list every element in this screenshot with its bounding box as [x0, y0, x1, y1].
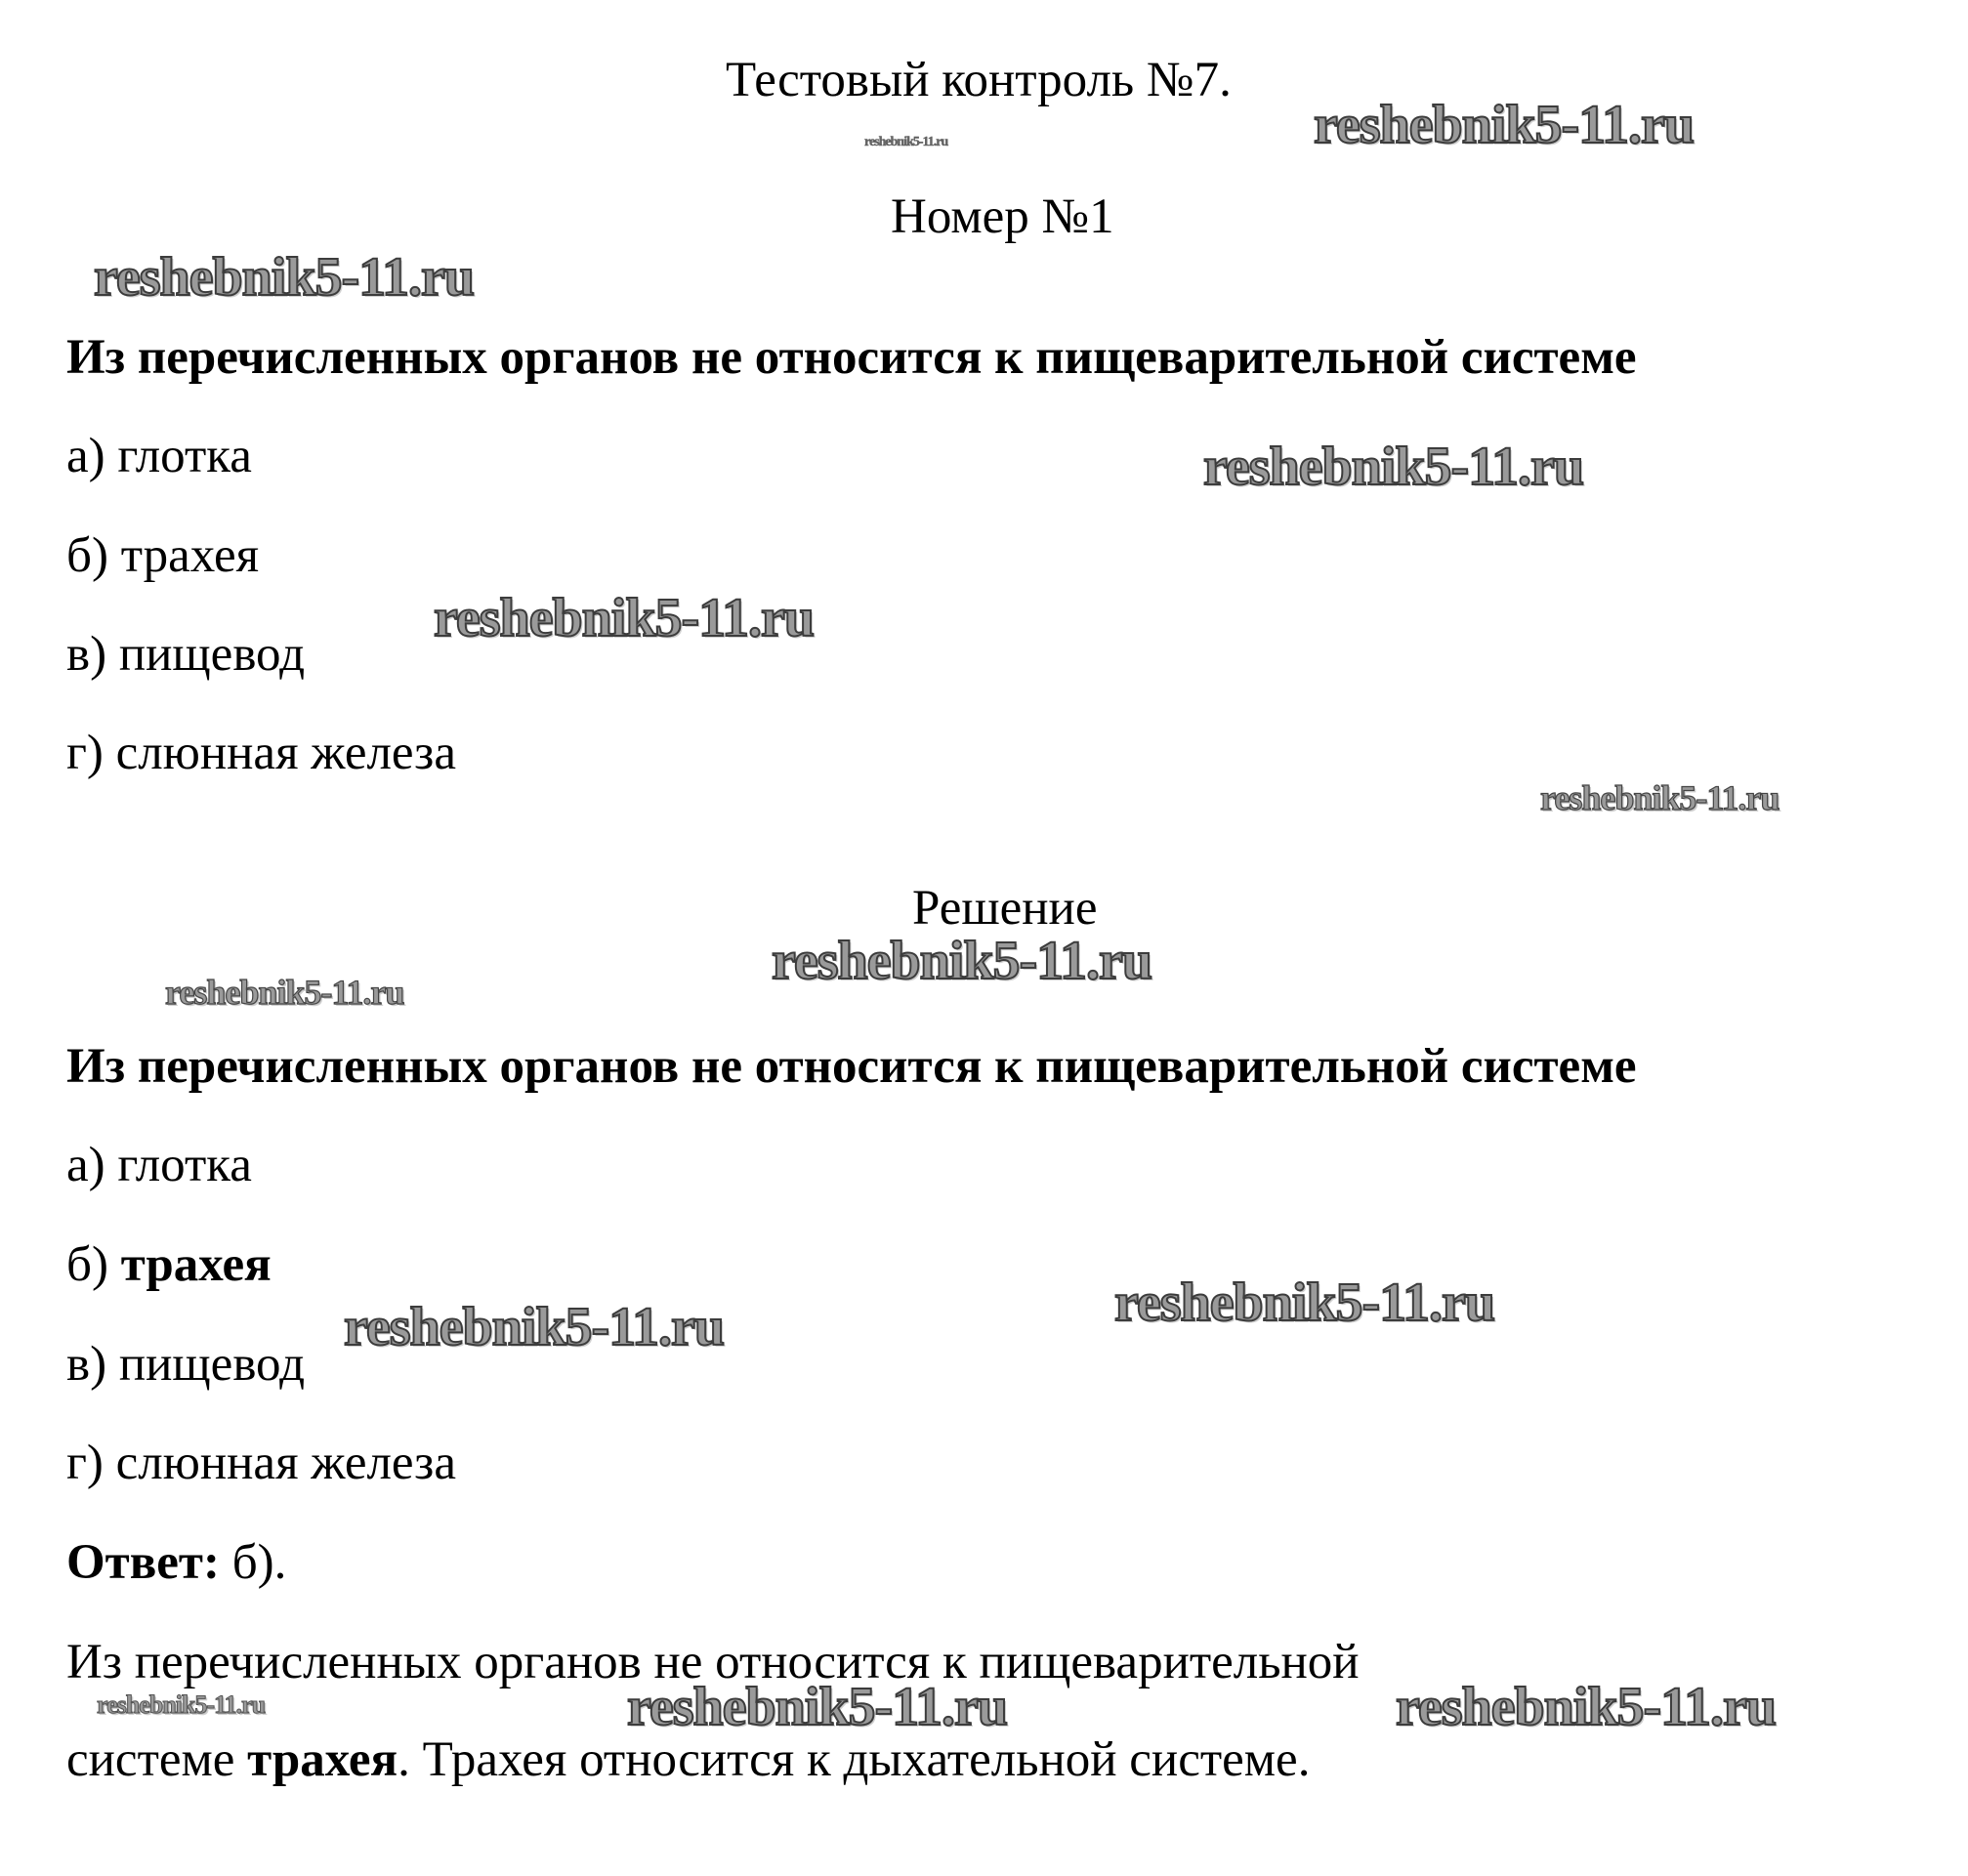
option-letter: в) — [66, 1337, 107, 1392]
option-letter: г) — [66, 726, 104, 780]
option-text: глотка — [117, 1138, 252, 1192]
task-number: Номер №1 — [891, 189, 1114, 244]
solution-option-d — [66, 1434, 456, 1492]
option-text: слюнная железа — [115, 1436, 456, 1490]
watermark: reshebnik5-11.ru — [97, 1690, 266, 1719]
option-letter: в) — [66, 627, 107, 682]
option-letter: б) — [66, 1237, 108, 1292]
solution-option-c — [66, 1335, 305, 1394]
watermark: reshebnik5-11.ru — [344, 1297, 725, 1357]
watermark: reshebnik5-11.ru — [1203, 437, 1584, 497]
watermark: reshebnik5-11.ru — [1540, 778, 1780, 817]
explanation-bold-term: трахея — [247, 1732, 398, 1787]
answer-label: Ответ: — [66, 1535, 220, 1590]
explanation-line-1: Из перечисленных органов не относится к пищеварительной — [66, 1635, 1360, 1689]
watermark: reshebnik5-11.ru — [434, 588, 815, 648]
watermark: reshebnik5-11.ru — [627, 1677, 1008, 1737]
explanation-text: . Трахея относится к дыхательной системе. — [398, 1732, 1311, 1787]
answer-value: б). — [231, 1535, 287, 1590]
option-letter: а) — [66, 1138, 105, 1192]
watermark: reshebnik5-11.ru — [165, 973, 404, 1012]
option-text: пищевод — [118, 1337, 306, 1392]
watermark: reshebnik5-11.ru — [864, 135, 948, 149]
option-letter: б) — [66, 528, 108, 583]
question-option-a — [66, 427, 252, 485]
solution-heading: Решение — [912, 881, 1098, 936]
watermark: reshebnik5-11.ru — [772, 931, 1152, 991]
option-text: глотка — [117, 429, 252, 483]
option-text-correct: трахея — [120, 1237, 272, 1292]
question-option-b — [66, 526, 259, 585]
answer-line — [66, 1533, 286, 1592]
question-option-c — [66, 625, 305, 684]
option-text: трахея — [120, 528, 260, 583]
solution-option-b — [66, 1235, 272, 1294]
option-letter: г) — [66, 1436, 104, 1490]
watermark: reshebnik5-11.ru — [1114, 1272, 1495, 1333]
explanation-line-2 — [66, 1730, 1310, 1789]
solution-option-a — [66, 1136, 252, 1194]
watermark: reshebnik5-11.ru — [94, 247, 475, 308]
explanation-text: системе — [66, 1732, 248, 1787]
page-title: Тестовый контроль №7. — [726, 53, 1232, 107]
watermark: reshebnik5-11.ru — [1314, 95, 1695, 155]
option-text: слюнная железа — [115, 726, 456, 780]
option-text: пищевод — [118, 627, 306, 682]
solution-question-text: Из перечисленных органов не относится к пищеварительной системе — [66, 1039, 1637, 1094]
question-option-d — [66, 724, 456, 782]
option-letter: а) — [66, 429, 105, 483]
watermark: reshebnik5-11.ru — [1396, 1677, 1777, 1737]
question-text: Из перечисленных органов не относится к пищеварительной системе — [66, 330, 1637, 385]
